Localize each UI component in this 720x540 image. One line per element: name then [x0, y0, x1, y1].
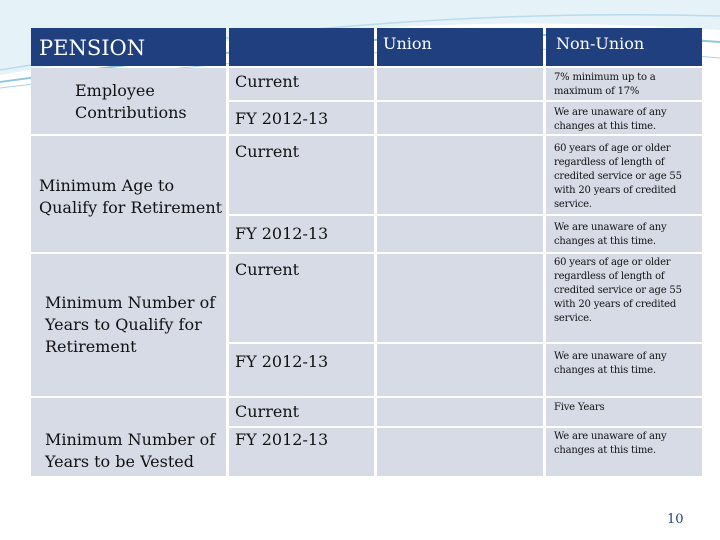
- nonunion-column-header: Non-Union: [556, 34, 645, 53]
- nonunion-value-cell: [546, 398, 702, 426]
- period-label: FY 2012-13: [235, 430, 329, 449]
- page-number: 10: [667, 512, 684, 527]
- nonunion-value-cell: [546, 428, 702, 476]
- union-value-cell: [377, 68, 543, 100]
- nonunion-value-cell: [546, 344, 702, 396]
- period-cell: [229, 398, 374, 426]
- employee-contributions-label: Employee Contributions: [75, 81, 187, 122]
- union-value-cell: [377, 344, 543, 396]
- minimum-years-vested-label: Minimum Number of Years to be Vested: [45, 430, 216, 471]
- nonunion-value-text: We are unaware of any changes at this time.: [554, 107, 667, 132]
- period-label: Current: [235, 72, 300, 91]
- row-label-minimum-age: [31, 136, 226, 252]
- nonunion-value-text: We are unaware of any changes at this time.: [554, 431, 667, 456]
- period-cell: [229, 428, 374, 476]
- union-value-cell: [377, 398, 543, 426]
- union-value-cell: [377, 254, 543, 342]
- nonunion-value-text: We are unaware of any changes at this time.: [554, 222, 667, 247]
- period-label: FY 2012-13: [235, 352, 329, 371]
- period-cell: [229, 68, 374, 100]
- union-value-cell: [377, 136, 543, 214]
- nonunion-value-text: Five Years: [554, 402, 605, 413]
- table-header-blank-cell: [229, 28, 374, 66]
- row-label-minimum-years-qualify: [31, 254, 226, 396]
- union-value-cell: [377, 102, 543, 134]
- nonunion-value-text: We are unaware of any changes at this time.: [554, 351, 667, 376]
- period-cell: [229, 216, 374, 252]
- row-label-minimum-years-vested: [31, 398, 226, 476]
- period-label: Current: [235, 142, 300, 161]
- nonunion-value-text: 60 years of age or older regardless of length of credited service or age 55 with 20 years of credited service.: [554, 143, 682, 210]
- table-header-nonunion: [546, 28, 702, 66]
- nonunion-value-cell: [546, 68, 702, 100]
- nonunion-value-text: 7% minimum up to a maximum of 17%: [554, 72, 656, 97]
- pension-title: PENSION: [39, 36, 146, 60]
- nonunion-value-text: 60 years of age or older regardless of length of credited service or age 55 with 20 years of credited service.: [554, 257, 682, 324]
- period-cell: [229, 254, 374, 342]
- minimum-age-label: Minimum Age to Qualify for Retirement: [39, 176, 223, 217]
- period-cell: [229, 102, 374, 134]
- union-column-header: Union: [383, 34, 432, 53]
- period-cell: [229, 136, 374, 214]
- union-value-cell: [377, 216, 543, 252]
- union-value-cell: [377, 428, 543, 476]
- minimum-years-qualify-label: Minimum Number of Years to Qualify for Retirement: [45, 293, 216, 356]
- period-label: Current: [235, 402, 300, 421]
- period-label: FY 2012-13: [235, 224, 329, 243]
- row-label-employee-contributions: [31, 68, 226, 134]
- nonunion-value-cell: [546, 216, 702, 252]
- nonunion-value-cell: [546, 254, 702, 342]
- period-cell: [229, 344, 374, 396]
- period-label: FY 2012-13: [235, 109, 329, 128]
- period-label: Current: [235, 260, 300, 279]
- nonunion-value-cell: [546, 136, 702, 214]
- table-header-title-cell: [31, 28, 226, 66]
- nonunion-value-cell: [546, 102, 702, 134]
- table-header-union: [377, 28, 543, 66]
